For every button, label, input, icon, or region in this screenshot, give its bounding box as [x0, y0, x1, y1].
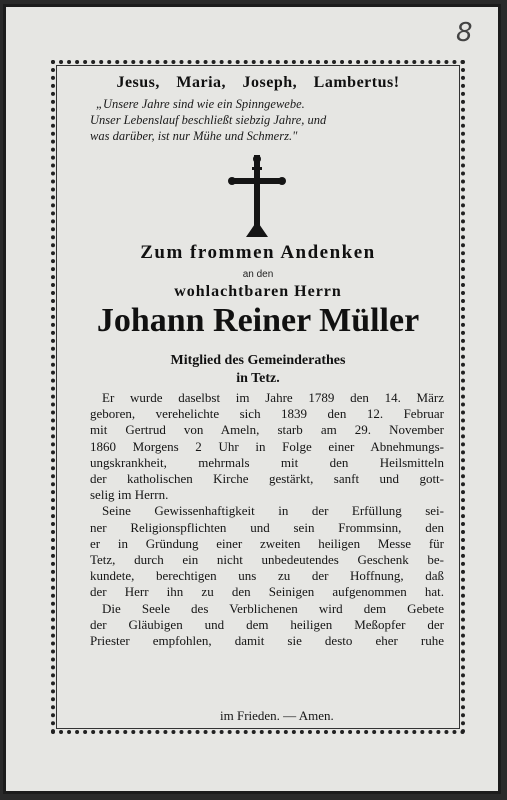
heading-remembrance: Zum frommen Andenken [140, 242, 376, 263]
heading-honorific: wohlachtbaren Herrn [174, 283, 342, 300]
body-line: Die Seele des Verblichenen wird dem Gebete [102, 600, 444, 616]
cross-icon [228, 155, 286, 237]
body-line: Er wurde daselbst im Jahre 1789 den 14. März [102, 390, 444, 405]
body-line: 1860 Morgens 2 Uhr in Folge einer Abnehmungs- [90, 438, 444, 454]
heading-an-den: an den [242, 269, 274, 280]
biography [90, 390, 444, 649]
motto-line: „Unsere Jahre sind wie ein Spinngewebe. [96, 97, 305, 111]
member-title [64, 352, 452, 388]
body-line: selig im Herrn. [90, 487, 169, 503]
body-line: Tetz, durch ein nicht unbedeutendes Geschenk be- [90, 552, 444, 568]
body-line: Priester empfohlen, damit sie desto eher ruhe [90, 633, 444, 649]
body-line: geboren, verehelichte sich 1839 den 12. Februar [90, 406, 444, 422]
body-line: der katholischen Kirche gestärkt, sanft und gott- [90, 471, 444, 487]
deceased-name: Johann Reiner Müller [96, 302, 420, 339]
closing-amen: im Frieden. — Amen. [220, 708, 334, 723]
body-line: Seine Gewissenhaftigkeit in der Erfüllung sei- [102, 503, 444, 519]
member-line: Mitglied des Gemeinderathes [170, 353, 346, 368]
invocation: Jesus, Maria, Joseph, Lambertus! [116, 74, 400, 91]
body-line: kundete, berechtigen uns zu der Hoffnung, daß [90, 568, 444, 584]
motto-line: Unser Lebenslauf beschließt siebzig Jahre, und [90, 113, 327, 127]
body-line: ungskrankheit, mehrmals mit den Heilsmitteln [90, 454, 444, 470]
body-line: der Herr ihn zu den Seinigen aufgenommen hat. [90, 584, 444, 600]
motto-line: was darüber, ist nur Mühe und Schmerz." [90, 129, 298, 143]
body-line: der Gläubigen und dem heiligen Meßopfer der [90, 616, 444, 632]
motto-quote [90, 96, 464, 144]
body-line: ner Religionspflichten und sein Frommsinn, den [90, 519, 444, 535]
handwritten-number: 8 [456, 18, 473, 48]
member-place: in Tetz. [236, 371, 280, 386]
body-line: mit Gertrud von Ameln, starb am 29. November [90, 422, 444, 438]
body-line: er in Gründung einer zweiten heiligen Messe für [90, 535, 444, 551]
